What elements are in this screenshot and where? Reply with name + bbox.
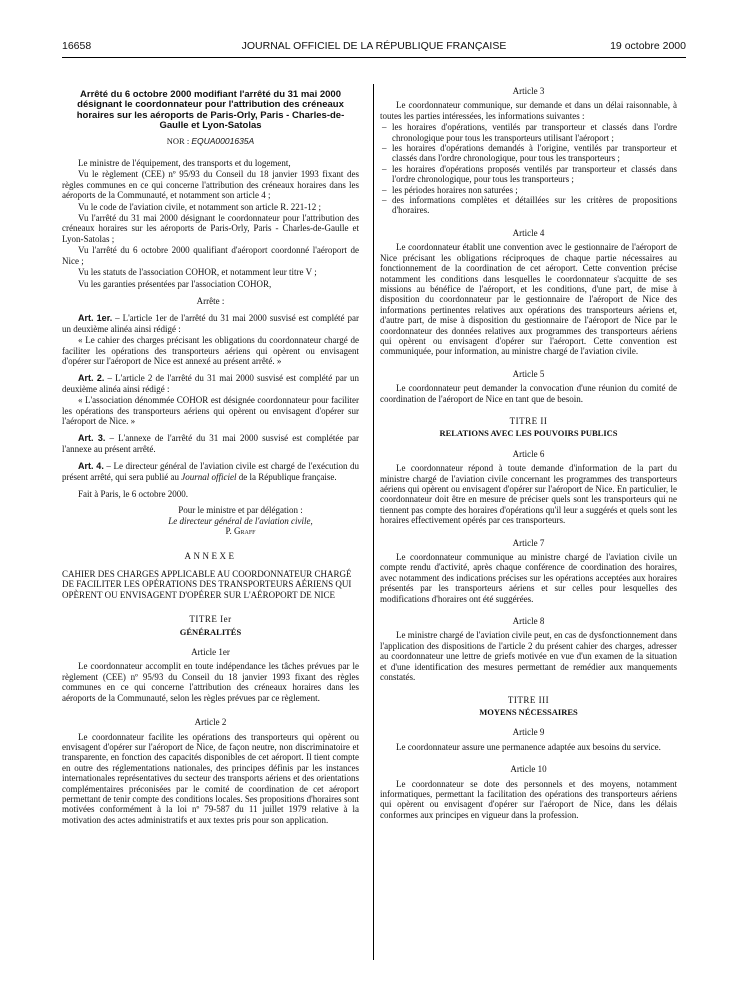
article-2-label: Art. 2. [78,373,105,384]
titre-2-heading: TITRE II [509,415,548,426]
article-3-intro: Le coordonnateur communique, sur demande et dans un délai raisonnable, à toutes les parties intéressées, les informations suivantes : [380,100,677,121]
left-column [62,84,359,826]
right-column [380,84,677,821]
article-1-paragraph [62,313,359,334]
article-7-heading: Article 7 [512,537,545,548]
article-1-body: Le coordonnateur accomplit en toute indépendance les tâches prévues par le règlement (CEE) nº 95/93 du Conseil du 18 janvier 1993 fixant des règles communes en ce qui concerne l'attribution des créneaux horaires dans les aéroports de la Communauté, selon les règles prévues par ce règlement. [62,661,359,703]
nor-value: EQUA0001635A [191,135,255,146]
article-8-heading: Article 8 [512,616,545,627]
article-9-body: Le coordonnateur assure une permanence adaptée aux besoins du service. [396,741,661,752]
article-6-body: Le coordonnateur répond à toute demande d'information de la part du ministre chargé de l'aviation civile concernant les programmes des transporteurs aériens qui opèrent ou envisagent d'opérer sur l'aéroport de Nice. En particulier, le coordonnateur doit être en mesure de préciser quels sont les transporteurs qui ne tiennent pas compte des horaires d'opérations qu'il leur a suggérés et quels sont les horaires effectivement opérés par ces transporteurs. [380,463,677,526]
cahier-heading: CAHIER DES CHARGES APPLICABLE AU COORDONNATEUR CHARGÉ DE FACILITER LES OPÉRATIONS DES TRANSPORTEURS AÉRIENS QUI OPÈRENT OU ENVISAGENT D'OPÉRER SUR L'AÉROPORT DE NICE [62,569,352,600]
article-1-quote: « Le cahier des charges précisant les obligations du coordonnateur chargé de faciliter les opérations des transporteurs aériens qui opèrent ou envisagent d'opérer sur l'aéroport de Nice est annexé au présent arrêté. » [62,335,359,366]
article-4-body: Le coordonnateur établit une convention avec le gestionnaire de l'aéroport de Nice précisant les obligations réciproques de chaque partie nécessaires au fonctionnement de la coordination de cet aéroport. Cette convention précise notamment les conditions dans lesquelles le coordonnateur s'acquitte de ses missions au bénéfice de l'aéroport, et les conditions, d'une part, de mise à disposition du coordonnateur par le gestionnaire de l'aéroport de Nice des informations pertinentes relatives aux opérations des transporteurs aériens et, d'autre part, de mise à disposition du gestionnaire de l'aéroport de Nice par le coordonnateur des données relatives aux programmes des transporteurs aériens qui opèrent ou envisagent d'opérer sur l'aéroport. Cette convention est communiquée, pour information, au ministre chargé de l'aviation civile. [380,242,677,357]
preamble-line: Vu le code de l'aviation civile, et notamment son article R. 221-12 ; [78,201,322,212]
column-divider [373,84,374,960]
nor-reference [62,136,359,146]
article-4-label: Art. 4. [78,461,104,472]
page-number: 16658 [62,40,92,52]
signature-line-2: Le directeur général de l'aviation civile, [168,515,313,526]
list-item: – des informations complètes et détaillées sur les critères de propositions d'horaires. [392,195,677,216]
article-3-list [380,122,677,216]
list-item: – les périodes horaires non saturées ; [392,185,677,195]
journal-title: JOURNAL OFFICIEL DE LA RÉPUBLIQUE FRANÇAISE [241,40,507,52]
issue-date: 19 octobre 2000 [610,40,686,52]
article-3-text: – L'annexe de l'arrêté du 31 mai 2000 susvisé est complétée par l'annexe au présent arrêté. [62,433,359,454]
article-1-heading: Article 1er [191,647,230,658]
article-2-heading: Article 2 [194,717,227,728]
decree-title: Arrêté du 6 octobre 2000 modifiant l'arrêté du 31 mai 2000 désignant le coordonnateur pour l'attribution des créneaux horaires sur les aéroports de Paris-Orly, Paris - Charles-de-Gaulle et Lyon-Satolas [76,89,345,132]
preamble-line: Le ministre de l'équipement, des transports et du logement, [78,158,291,169]
done-at: Fait à Paris, le 6 octobre 2000. [78,489,188,499]
list-item: – les horaires d'opérations demandés à l'origine, ventilés par transporteur et classés dans l'ordre chronologique, pour tous les transporteurs ; [392,143,677,164]
article-10-heading: Article 10 [510,764,547,775]
preamble-line: Vu l'arrêté du 6 octobre 2000 qualifiant d'aéroport coordonné l'aéroport de Nice ; [62,245,359,266]
journal-officiel-italic: Journal officiel [181,471,237,482]
article-7-body: Le coordonnateur communique au ministre chargé de l'aviation civile un compte rendu d'activité, après chaque conférence de coordination des horaires, avec notamment des indications précises sur les opérations acceptées aux horaires présentés par les transporteurs aériens et sur celles pour lesquelles des modifications d'horaires ont été suggérées. [380,552,677,604]
article-4-heading: Article 4 [512,227,545,238]
article-4-paragraph [62,461,359,482]
titre-2-subheading: RELATIONS AVEC LES POUVOIRS PUBLICS [439,428,618,439]
titre-1-subheading: GÉNÉRALITÉS [179,626,242,637]
article-2-body: Le coordonnateur facilite les opérations des transporteurs qui opèrent ou envisagent d'opérer sur l'aéroport de Nice, de façon neutre, non discriminatoire et transparente, en fonction des capacités disponibles de cet aéroport. Il tient compte en outre des réglementations nationales, des principes définis par les instances internationales représentatives du secteur des transports aériens et des orientations complémentaires préconisées par le comité de coordination de cet aéroport permettant de tenir compte des conditions locales. Ses propositions d'horaires sont motivées conformément à la loi nº 79-587 du 11 juillet 1979 relative à la motivation des actes administratifs et aux textes pris pour son application. [62,731,359,825]
article-5-heading: Article 5 [512,368,545,379]
article-4-text-b: de la République française. [236,471,337,482]
annexe-heading: ANNEXE [184,550,237,561]
article-5-body: Le coordonnateur peut demander la convocation d'une réunion du comité de coordination de l'aéroport de Nice en tant que de besoin. [380,383,677,404]
signature-line-1: Pour le ministre et par délégation : [178,505,303,516]
list-item: – les horaires d'opérations proposés ventilés par transporteur et classés dans l'ordre chronologique, pour tous les transporteurs ; [392,164,677,185]
titre-3-heading: TITRE III [507,694,550,705]
article-6-heading: Article 6 [512,448,545,459]
article-2-text: – L'article 2 de l'arrêté du 31 mai 2000 susvisé est complété par un deuxième alinéa ainsi rédigé : [62,373,360,394]
article-10-body: Le coordonnateur se dote des personnels et des moyens, notamment informatiques, permettant la facilitation des opérations des transporteurs aériens qui opèrent ou envisagent d'opérer sur l'aéroport de Nice, dans les délais conformes aux principes en vigueur dans la profession. [380,778,677,820]
signature-name: P. Graff [225,526,256,537]
article-3-heading: Article 3 [512,86,545,96]
nor-label: NOR : [166,135,190,146]
article-1-label: Art. 1er. [78,313,113,324]
preamble-line: Vu l'arrêté du 31 mai 2000 désignant le coordonnateur pour l'attribution des créneaux horaires sur les aéroports de Paris-Orly, Paris - Charles-de-Gaulle et Lyon-Satolas ; [62,213,359,244]
titre-3-subheading: MOYENS NÉCESSAIRES [479,706,578,717]
article-3-label: Art. 3. [78,433,106,444]
arrete-heading: Arrête : [196,295,225,306]
article-8-body: Le ministre chargé de l'aviation civile peut, en cas de dysfonctionnement dans l'application des dispositions de l'article 2 du présent cahier des charges, adresser au coordonnateur une lettre de griefs motivée en vue d'un examen de la situation et d'une identification des mesures permettant de remédier aux manquements constatés. [380,630,677,683]
article-1-text: – L'article 1er de l'arrêté du 31 mai 2000 susvisé est complété par un deuxième alinéa ainsi rédigé : [62,313,359,334]
preamble-line: Vu les garanties présentées par l'association COHOR, [78,278,272,289]
header-rule [62,57,686,58]
preamble-line: Vu le règlement (CEE) nº 95/93 du Conseil du 18 janvier 1993 fixant des règles communes en ce qui concerne l'attribution des créneaux horaires dans les aéroports de la Communauté, et notamment son article 4 ; [62,169,359,201]
preamble-line: Vu les statuts de l'association COHOR, et notamment leur titre V ; [78,267,317,278]
article-2-paragraph [62,373,359,394]
page-header [62,40,686,56]
titre-1-heading: TITRE Ier [189,614,232,625]
article-2-quote: « L'association dénommée COHOR est désignée coordonnateur pour faciliter les opérations des transporteurs aériens qui opèrent ou envisagent d'opérer sur l'aéroport de Nice. » [62,395,359,426]
article-9-heading: Article 9 [512,727,545,738]
article-3-paragraph [62,433,359,454]
article-4-text-a: – Le directeur général de l'aviation civile est chargé de l'exécution du présent arrêté, qui sera publié au [62,461,360,482]
list-item: – les horaires d'opérations, ventilés par transporteur et classés dans l'ordre chronologique pour tous les transporteurs utilisant l'aéroport ; [392,122,677,143]
signature-block [62,505,359,536]
